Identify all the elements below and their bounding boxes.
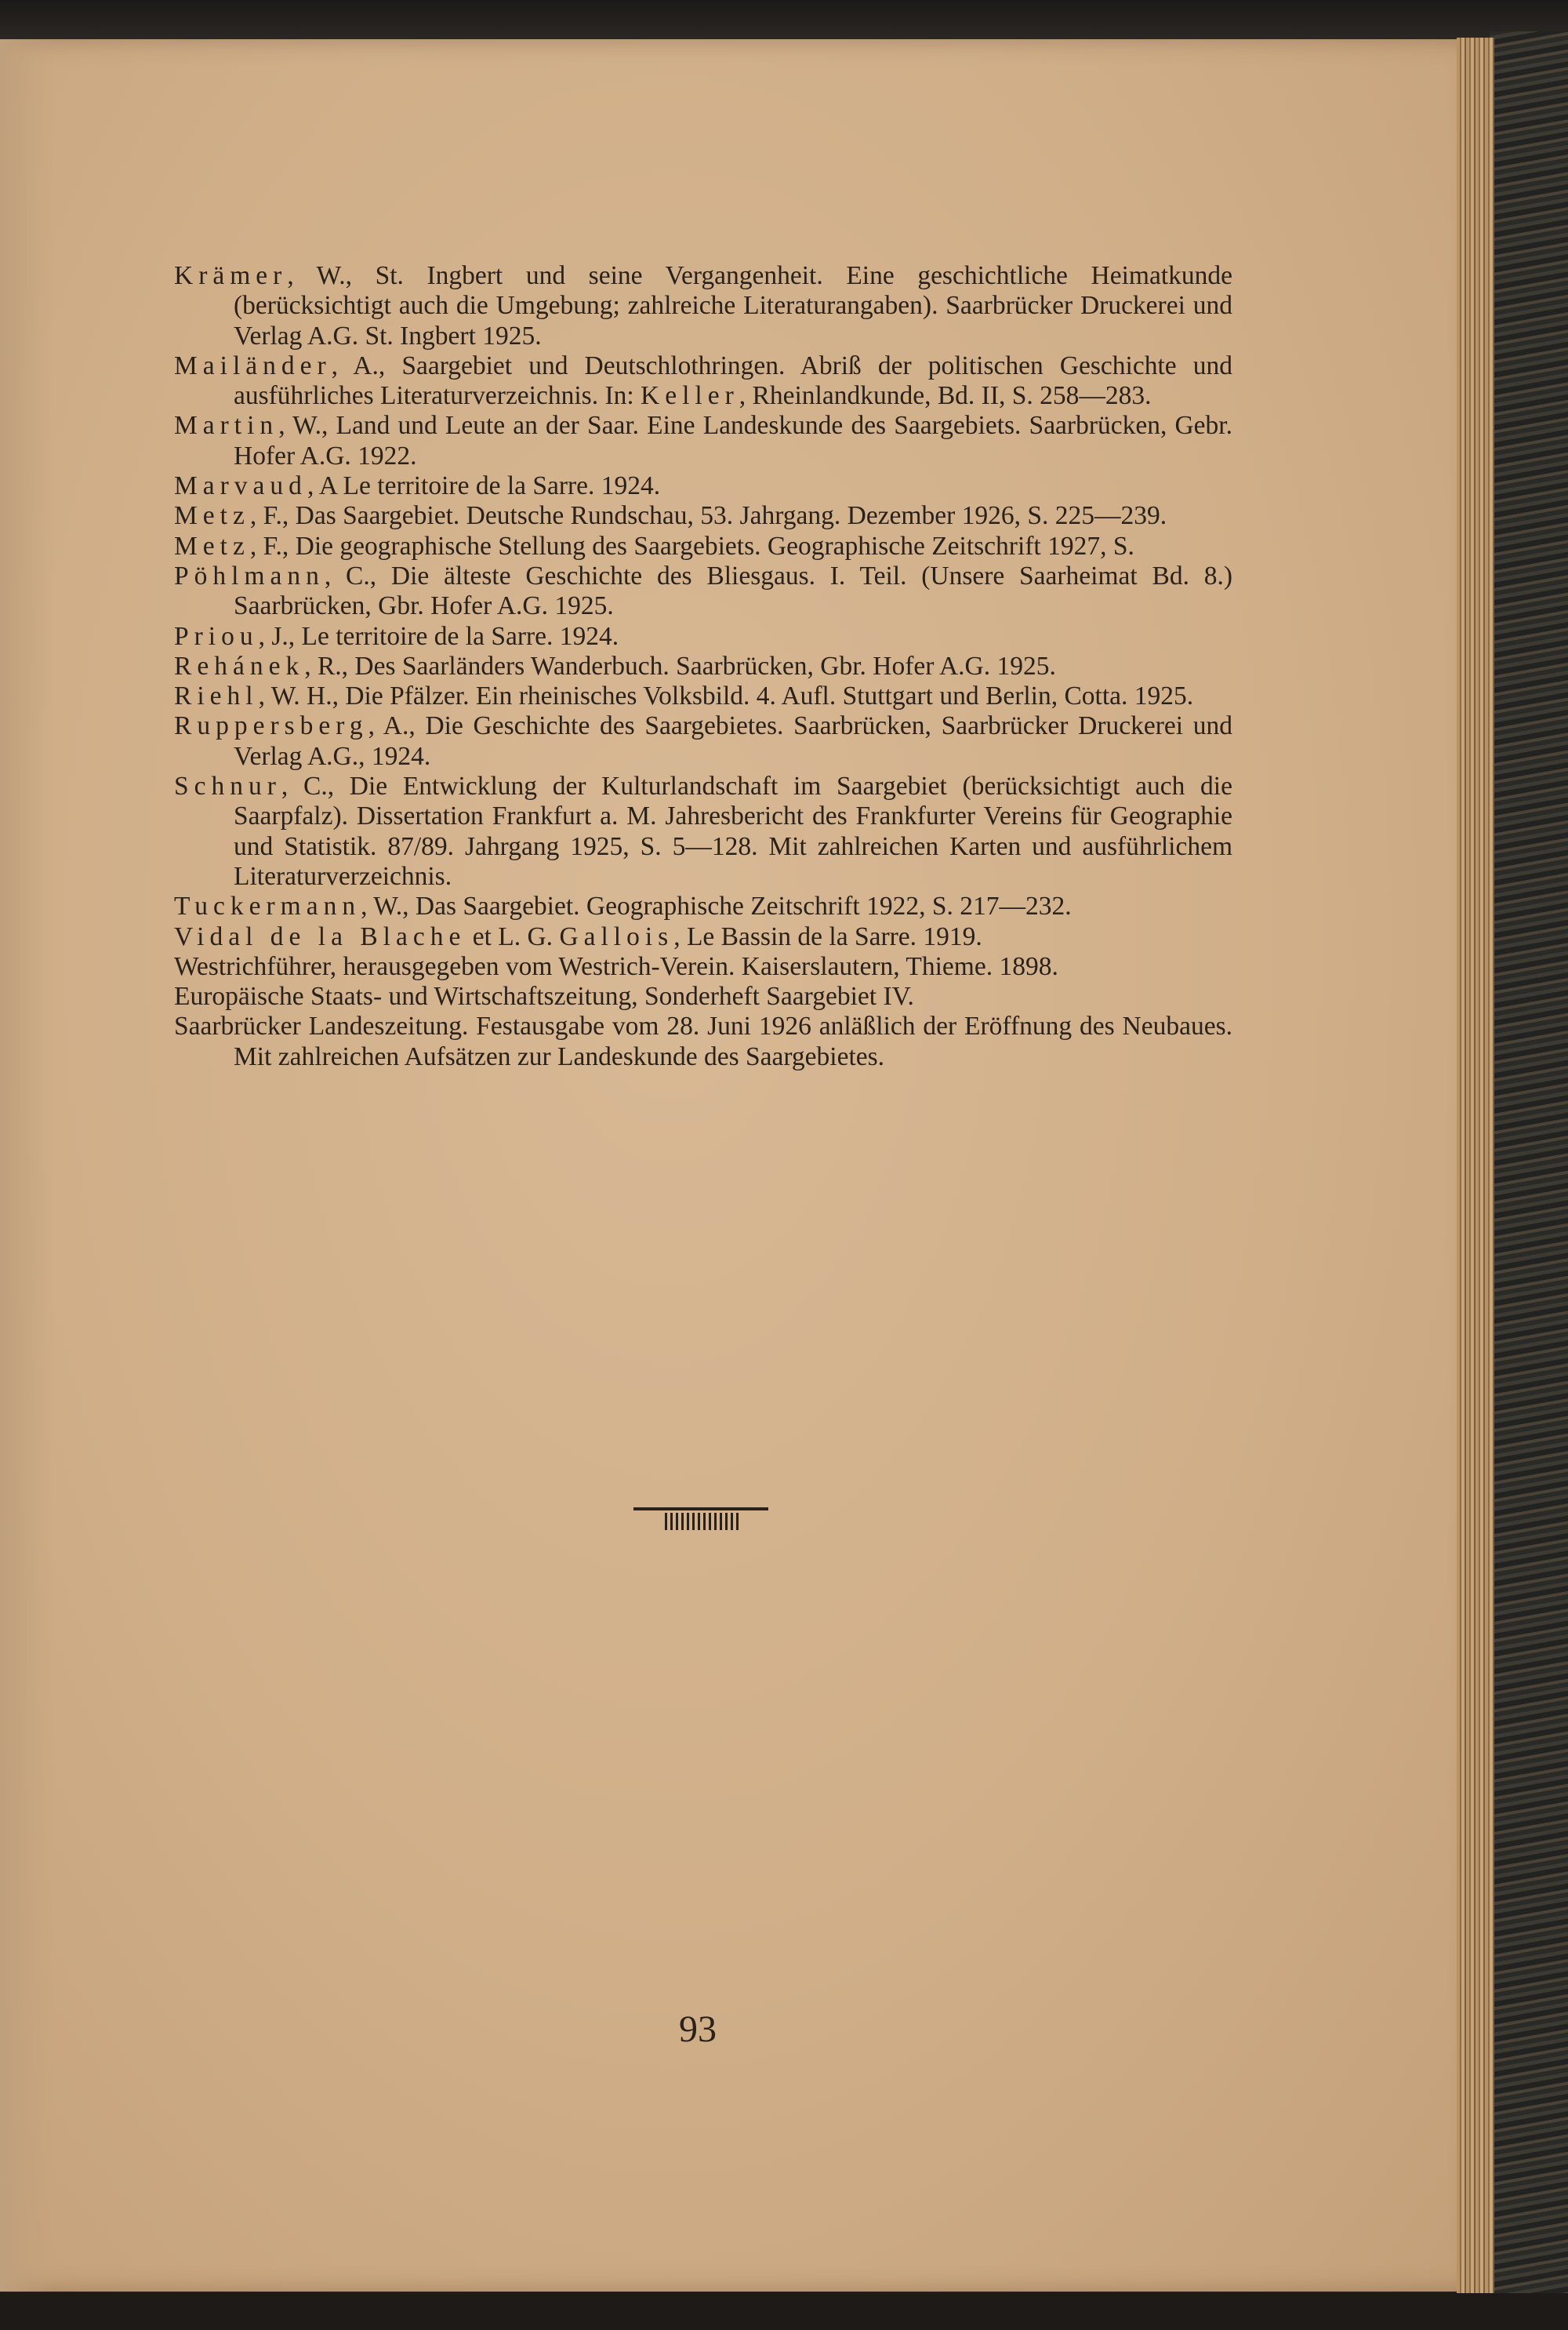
entry-author-secondary: Gallois [559,921,674,951]
entry-author: Mailänder [174,351,332,380]
bibliography-entry [174,532,1232,562]
bibliography-entry [174,711,1232,772]
entry-author-secondary: Keller [641,381,739,411]
entry-author: Tuckermann [174,892,361,921]
bibliography-entry [174,982,1232,1012]
bibliography-entry [174,261,1232,351]
bibliography-entry [174,471,1232,501]
bibliography-entry [174,562,1232,622]
page-gutter-shade [0,39,55,2292]
entry-author: Ruppersberg [174,711,368,741]
entry-text: , C., Die Entwicklung der Kulturlandschaft im Saargebiet (berücksichtigt auch die Saarpfalz). Dissertation Frankfurt a. M. Jahresbericht des Frankfurter Vereins für Geographie und Statistik. 87/89. Jahrgang 1925, S. 5—128. Mit zahlreichen Karten und ausführlichem Literaturverzeichnis. [234,772,1232,891]
entry-author: Martin [174,411,279,441]
entry-author: Riehl [174,682,259,711]
entry-text: , A., Die Geschichte des Saargebietes. Saarbrücken, Saarbrücker Druckerei und Verlag A.G., 1924. [234,711,1232,771]
bibliography-entry [174,411,1232,471]
entry-author: Krämer [174,261,288,290]
entry-author: Rehánek [174,651,305,681]
entry-text: , W., Das Saargebiet. Geographische Zeitschrift 1922, S. 217—232. [361,892,1072,921]
end-ornament [665,1513,740,1530]
bibliography-entry [174,501,1232,531]
entry-text: , W. H., Die Pfälzer. Ein rheinisches Volksbild. 4. Aufl. Stuttgart und Berlin, Cotta. 1925. [258,682,1194,711]
entry-author: Schnur [174,772,281,802]
entry-text: Westrichführer, herausgegeben vom Westrich-Verein. Kaiserslautern, Thieme. 1898. [174,951,1058,981]
entry-text: Saarbrücker Landeszeitung. Festausgabe vom 28. Juni 1926 anläßlich der Eröffnung des Neubaues. Mit zahlreichen Aufsätzen zur Landeskunde des Saargebietes. [174,1012,1232,1071]
entry-author: Pöhlmann [174,561,325,591]
entry-text: , A., Saargebiet und Deutschlothringen. Abriß der politischen Geschichte und ausführliches Literaturverzeichnis. In: [234,351,1232,411]
entry-text-secondary: , Rheinlandkunde, Bd. II, S. 258—283. [739,381,1152,411]
entry-text: , R., Des Saarländers Wanderbuch. Saarbrücken, Gbr. Hofer A.G. 1925. [304,651,1056,681]
scan-bottom-border [0,2293,1568,2330]
bibliography-entry [174,922,1232,952]
page-number: 93 [679,2008,717,2050]
bibliography-entry [174,1012,1232,1072]
entry-text: , F., Das Saargebiet. Deutsche Rundschau, 53. Jahrgang. Dezember 1926, S. 225—239. [249,501,1167,531]
bibliography-entry [174,772,1232,892]
entry-text: , W., Land und Leute an der Saar. Eine Landeskunde des Saargebiets. Saarbrücken, Gebr. Hofer A.G. 1922. [234,411,1232,471]
bibliography-entry [174,351,1232,412]
entry-text: , C., Die älteste Geschichte des Bliesgaus. I. Teil. (Unsere Saarheimat Bd. 8.) Saarbrücken, Gbr. Hofer A.G. 1925. [234,561,1232,621]
entry-text: Europäische Staats- und Wirtschaftszeitung, Sonderheft Saargebiet IV. [174,982,914,1012]
entry-text-secondary: , Le Bassin de la Sarre. 1919. [673,921,982,951]
entry-author: Marvaud [174,471,307,501]
bibliography-list [174,261,1232,1072]
entry-author: Vidal de la Blache [174,921,466,951]
entry-author: Priou [174,621,259,651]
bibliography-entry [174,682,1232,711]
entry-author: Metz [174,531,250,561]
entry-text: , W., St. Ingbert und seine Vergangenheit. Eine geschichtliche Heimatkunde (berücksichtigt auch die Umgebung; zahlreiche Literaturangaben). Saarbrücker Druckerei und Verlag A.G. St. Ingbert 1925. [234,261,1232,351]
scan-top-border [0,0,1568,41]
entry-text: , F., Die geographische Stellung des Saargebiets. Geographische Zeitschrift 1927, S. [249,531,1134,561]
entry-text: , J., Le territoire de la Sarre. 1924. [258,621,619,651]
bibliography-entry [174,652,1232,682]
bibliography-entry [174,952,1232,982]
entry-text: , A Le territoire de la Sarre. 1924. [307,471,661,501]
bibliography-entry [174,622,1232,652]
book-cover-edge [1490,31,1568,2306]
page-stack-edge [1457,38,1494,2293]
end-ornament-rule [633,1507,768,1510]
bibliography-entry [174,892,1232,921]
entry-author: Metz [174,501,250,531]
entry-text: et L. G. [466,921,560,951]
